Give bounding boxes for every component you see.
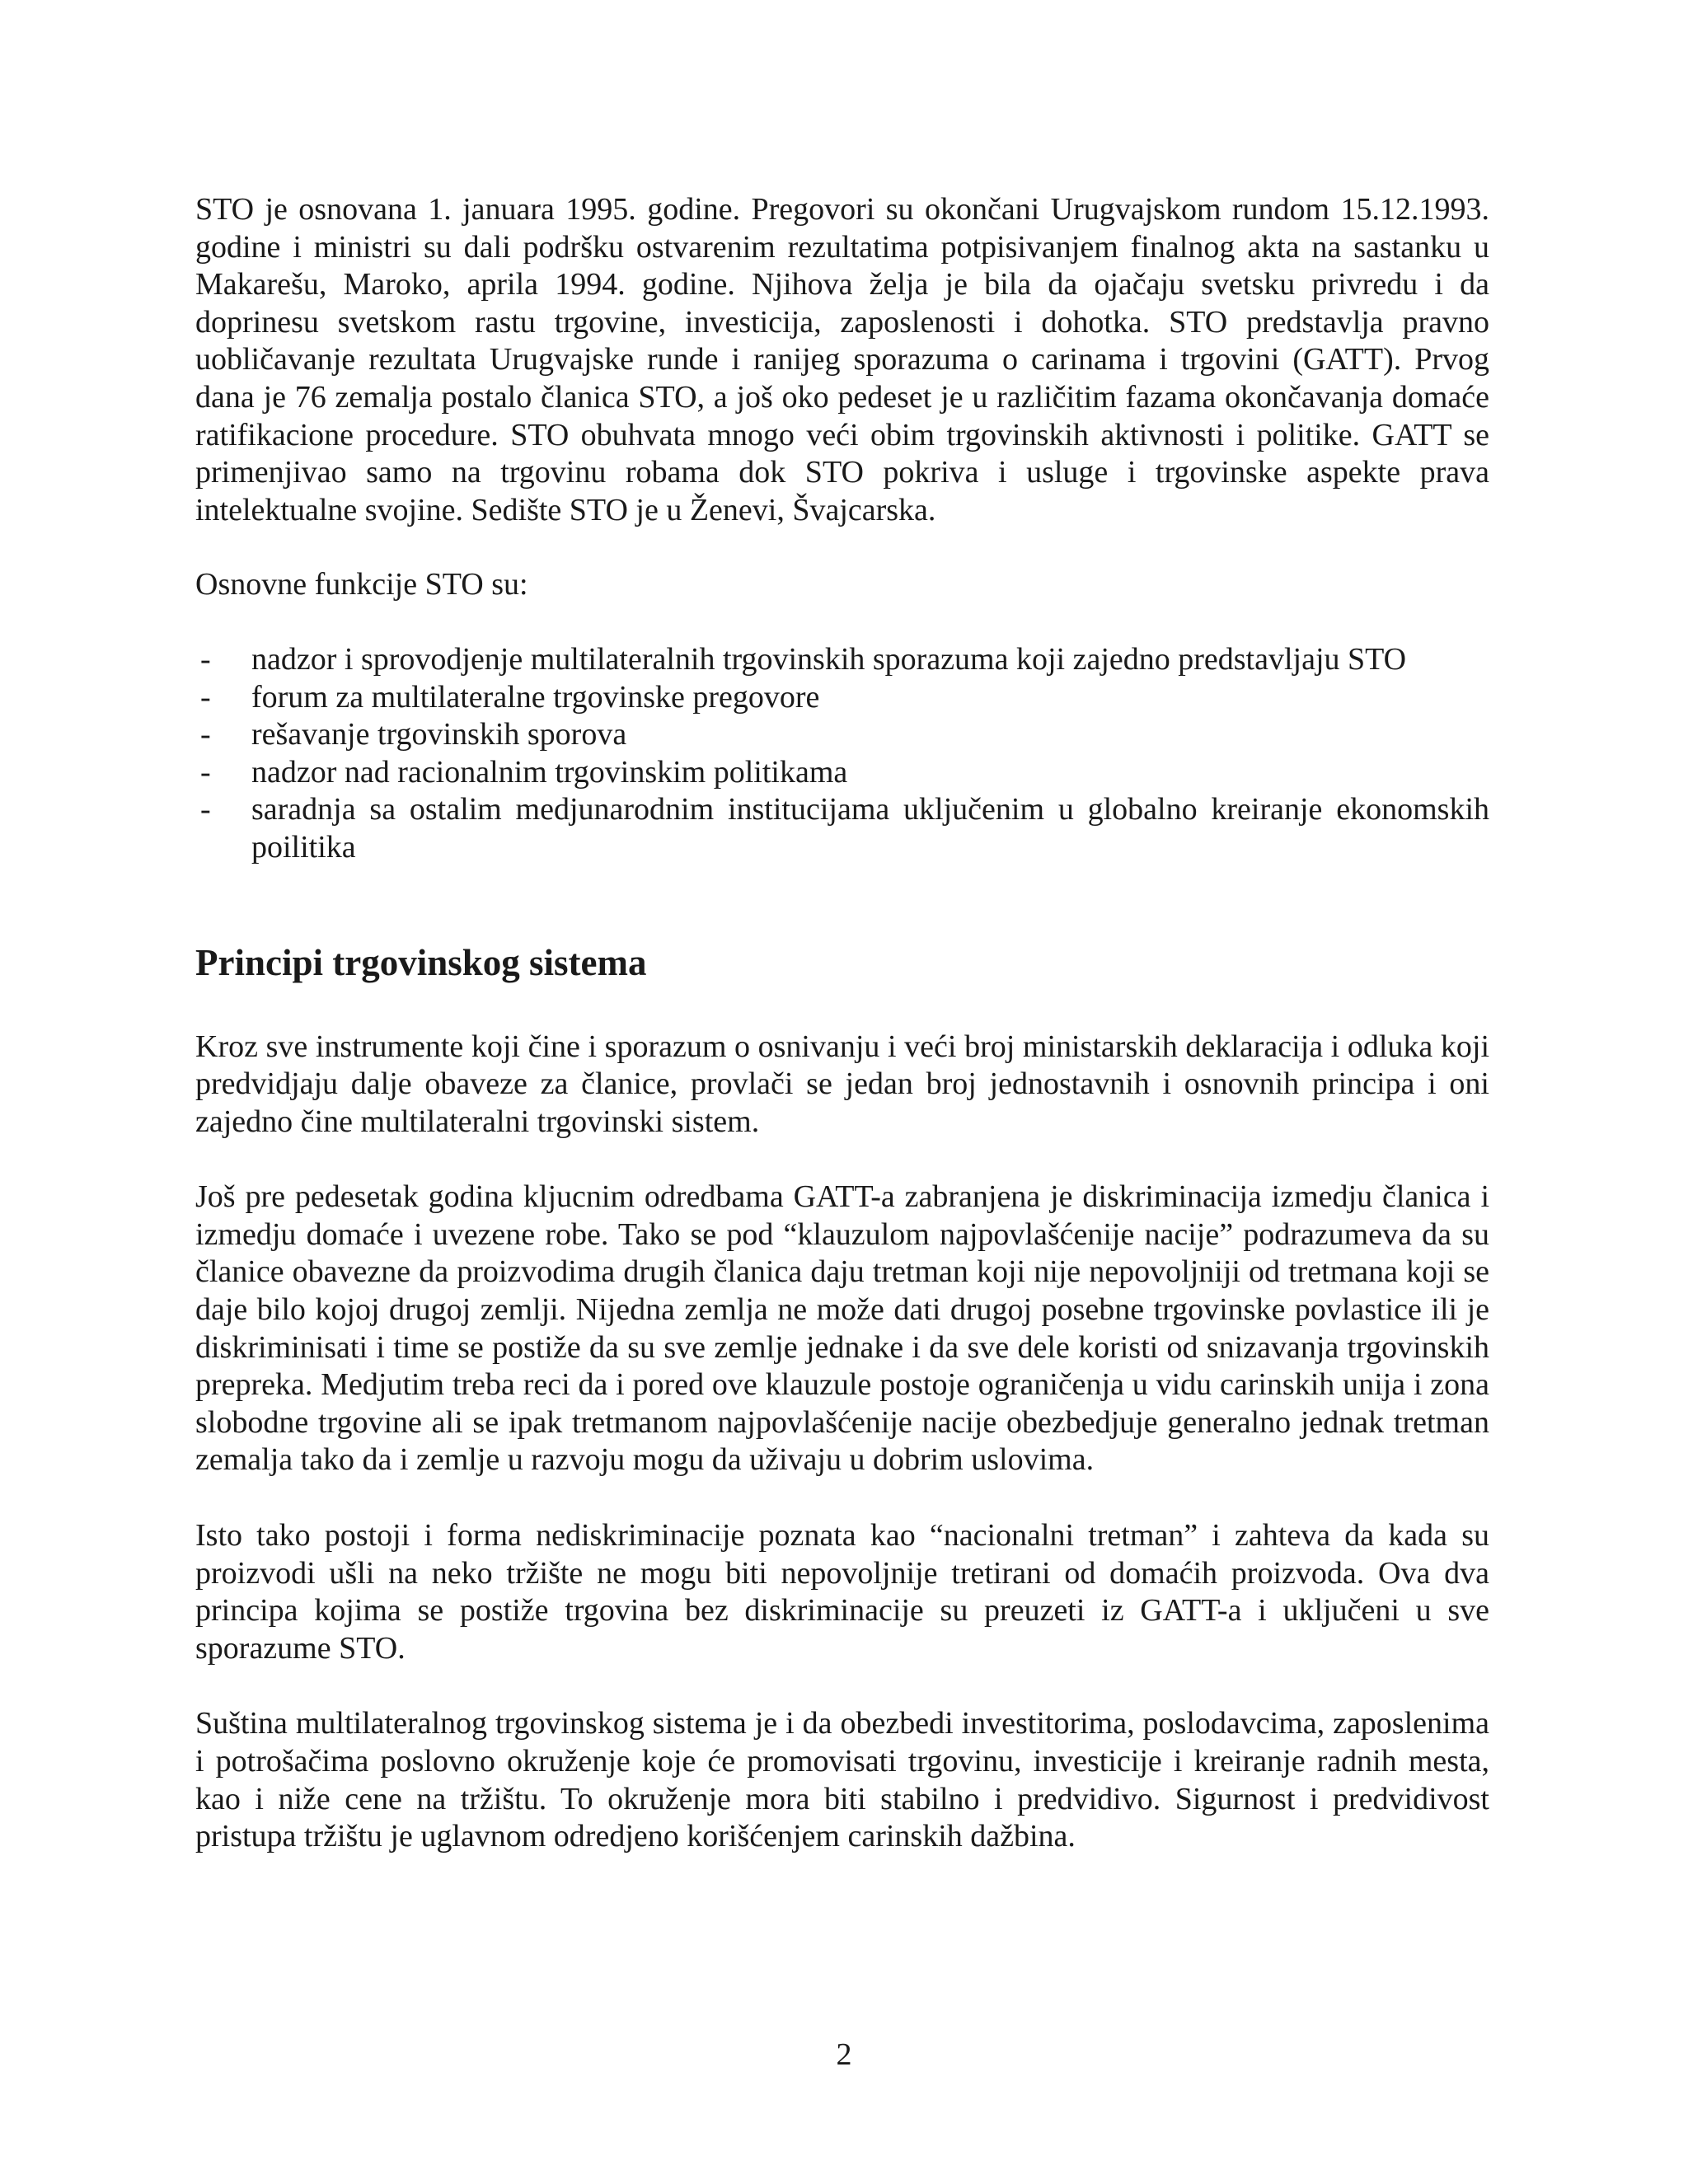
page-body xyxy=(195,191,1489,1856)
list-item xyxy=(195,641,1489,679)
paragraph-predictability: Suština multilateralnog trgovinskog sistema je i da obezbedi investitorima, poslodavcima, zaposlenima i potrošačima poslovno okruženje koje će promovisati trgovinu, investicije i kreiranje radnih mesta, kao i niže cene na tržištu. To okruženje mora biti stabilno i predvidivo. Sigurnost i predvidivost pristupa tržištu je uglavnom odredjeno korišćenjem carinskih dažbina. xyxy=(195,1706,1489,1854)
list-marker: - xyxy=(200,641,211,677)
list-marker: - xyxy=(200,792,211,827)
list-item-text: nadzor i sprovodjenje multilateralnih trgovinskih sporazuma koji zajedno predstavljaju STO xyxy=(251,641,1407,677)
list-item xyxy=(195,754,1489,792)
list-marker: - xyxy=(200,679,211,715)
list-item xyxy=(195,791,1489,866)
list-item-text: saradnja sa ostalim medjunarodnim institucijama uključenim u globalno kreiranje ekonomskih poilitika xyxy=(251,792,1489,865)
list-item xyxy=(195,716,1489,754)
page-number: 2 xyxy=(836,2037,852,2072)
paragraph-most-favoured-nation: Još pre pedesetak godina kljucnim odredbama GATT-a zabranjena je diskriminacija izmedju članica i izmedju domaće i uvezene robe. Tako se pod “klauzulom najpovlašćenije nacije” podrazumeva da su članice obavezne da proizvodima drugih članica daju tretman koji nije nepovoljniji od tretmana koji se daje bilo kojoj drugoj zemlji. Nijedna zemlja ne može dati drugoj posebne trgovinske povlastice ili je diskriminisati i time se postiže da su sve zemlje jednake i da sve dele koristi od snizavanja trgovinskih prepreka. Medjutim treba reci da i pored ove klauzule postoje ograničenja u vidu carinskih unija i zona slobodne trgovine ali se ipak tretmanom najpovlašćenije nacije obezbedjuje generalno jednak tretman zemalja tako da i zemlje u razvoju mogu da uživaju u dobrim uslovima. xyxy=(195,1179,1489,1478)
functions-list xyxy=(195,641,1489,867)
paragraph-wto-founding: STO je osnovana 1. januara 1995. godine. Pregovori su okončani Urugvajskom rundom 15.12.1993. godine i ministri su dali podršku ostvarenim rezultatima potpisivanjem finalnog akta na sastanku u Makarešu, Maroko, aprila 1994. godine. Njihova želja je bila da ojačaju svetsku privredu i da doprinesu svetskom rastu trgovine, investicija, zaposlenosti i dohotka. STO predstavlja pravno uobličavanje rezultata Urugvajske runde i ranijeg sporazuma o carinama i trgovini (GATT). Prvog dana je 76 zemalja postalo članica STO, a još oko pedeset je u različitim fazama okončavanja domaće ratifikacione procedure. STO obuhvata mnogo veći obim trgovinskih aktivnosti i politike. GATT se primenjivao samo na trgovinu robama dok STO pokriva i usluge i trgovinske aspekte prava intelektualne svojine. Sedište STO je u Ženevi, Švajcarska. xyxy=(195,192,1489,527)
list-item-text: rešavanje trgovinskih sporova xyxy=(251,717,627,752)
paragraph-national-treatment: Isto tako postoji i forma nediskriminacije poznata kao “nacionalni tretman” i zahteva da kada su proizvodi ušli na neko tržište ne mogu biti nepovoljnije tretirani od domaćih proizvoda. Ova dva principa kojima se postiže trgovina bez diskriminacije su preuzeti iz GATT-a i uključeni u sve sporazume STO. xyxy=(195,1518,1489,1666)
list-item xyxy=(195,679,1489,717)
functions-intro: Osnovne funkcije STO su: xyxy=(195,567,528,602)
list-marker: - xyxy=(200,754,211,790)
list-item-text: forum za multilateralne trgovinske pregovore xyxy=(251,679,820,715)
list-marker: - xyxy=(200,717,211,752)
section-heading: Principi trgovinskog sistema xyxy=(195,941,647,983)
list-item-text: nadzor nad racionalnim trgovinskim politikama xyxy=(251,754,848,790)
paragraph-instruments: Kroz sve instrumente koji čine i sporazum o osnivanju i veći broj ministarskih deklaracija i odluka koji predvidjaju dalje obaveze za članice, provlači se jedan broj jednostavnih i osnovnih principa i oni zajedno čine multilateralni trgovinski sistem. xyxy=(195,1029,1489,1139)
